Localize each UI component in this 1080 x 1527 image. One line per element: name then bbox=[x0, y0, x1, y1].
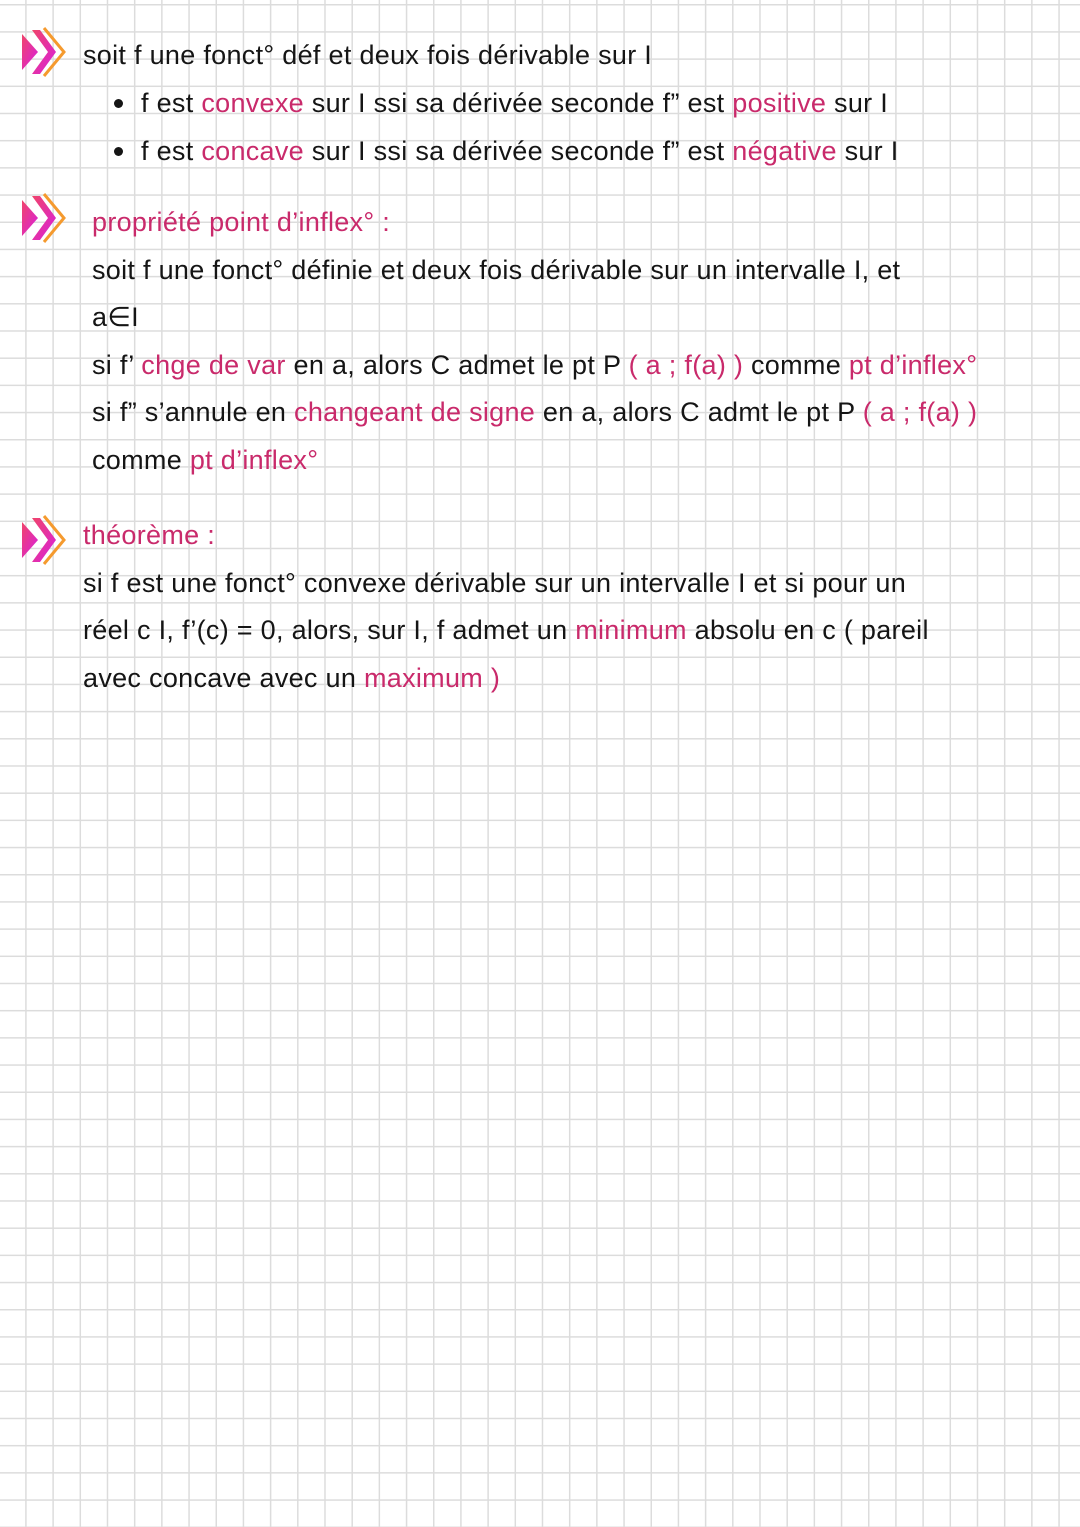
text-line bbox=[83, 660, 500, 696]
double-chevron-icon bbox=[20, 514, 68, 570]
text-segment: sur I ssi sa dérivée seconde f” est bbox=[304, 88, 733, 118]
text-segment: f est bbox=[141, 88, 202, 118]
text-line bbox=[92, 442, 318, 478]
bullet-icon bbox=[114, 147, 123, 156]
text-segment: soit f une fonct° déf et deux fois dérivable sur I bbox=[83, 40, 653, 70]
text-line bbox=[141, 133, 899, 169]
text-line bbox=[83, 565, 906, 601]
text-segment: f est bbox=[141, 136, 202, 166]
highlighted-term: pt d’inflex° bbox=[848, 350, 978, 380]
highlighted-term: concave bbox=[201, 136, 304, 166]
highlighted-term: ( a ; f(a) ) bbox=[862, 397, 978, 427]
text-segment: a∈I bbox=[92, 302, 139, 332]
highlighted-term: chge de var bbox=[141, 350, 286, 380]
text-line bbox=[83, 37, 652, 73]
text-segment: si f” s’annule en bbox=[92, 397, 295, 427]
highlighted-term: propriété point d’inflex° : bbox=[92, 207, 391, 237]
text-segment: avec concave avec un bbox=[83, 663, 364, 693]
highlighted-term: minimum bbox=[575, 615, 687, 645]
text-segment: réel c I, f’(c) = 0, alors, sur I, f admet un bbox=[83, 615, 576, 645]
text-segment: soit f une fonct° définie et deux fois dérivable sur un intervalle I, et bbox=[92, 255, 901, 285]
text-segment: en a, alors C admt le pt P bbox=[535, 397, 863, 427]
text-segment: sur I bbox=[826, 88, 889, 118]
text-segment: comme bbox=[92, 445, 190, 475]
highlighted-term: convexe bbox=[201, 88, 304, 118]
text-segment: comme bbox=[743, 350, 849, 380]
highlighted-term: positive bbox=[732, 88, 827, 118]
bullet-icon bbox=[114, 99, 123, 108]
text-segment: sur I ssi sa dérivée seconde f” est bbox=[304, 136, 733, 166]
text-segment: si f’ bbox=[92, 350, 142, 380]
text-line bbox=[92, 394, 977, 430]
text-line bbox=[83, 517, 215, 553]
text-segment: en a, alors C admet le pt P bbox=[285, 350, 629, 380]
text-line bbox=[92, 204, 390, 240]
text-segment: si f est une fonct° convexe dérivable sur un intervalle I et si pour un bbox=[83, 568, 907, 598]
text-line bbox=[92, 299, 139, 335]
text-segment: absolu en c ( pareil bbox=[686, 615, 929, 645]
double-chevron-icon bbox=[20, 26, 68, 82]
text-line bbox=[83, 612, 929, 648]
highlighted-term: théorème : bbox=[83, 520, 216, 550]
highlighted-term: négative bbox=[732, 136, 837, 166]
double-chevron-icon bbox=[20, 192, 68, 248]
text-segment: sur I bbox=[836, 136, 899, 166]
highlighted-term: ( a ; f(a) ) bbox=[628, 350, 744, 380]
text-line bbox=[92, 347, 977, 383]
highlighted-term: ) bbox=[483, 663, 501, 693]
highlighted-term: changeant de signe bbox=[294, 397, 536, 427]
highlighted-term: pt d’inflex° bbox=[189, 445, 319, 475]
text-line bbox=[92, 252, 900, 288]
highlighted-term: maximum bbox=[363, 663, 484, 693]
text-line bbox=[141, 85, 888, 121]
